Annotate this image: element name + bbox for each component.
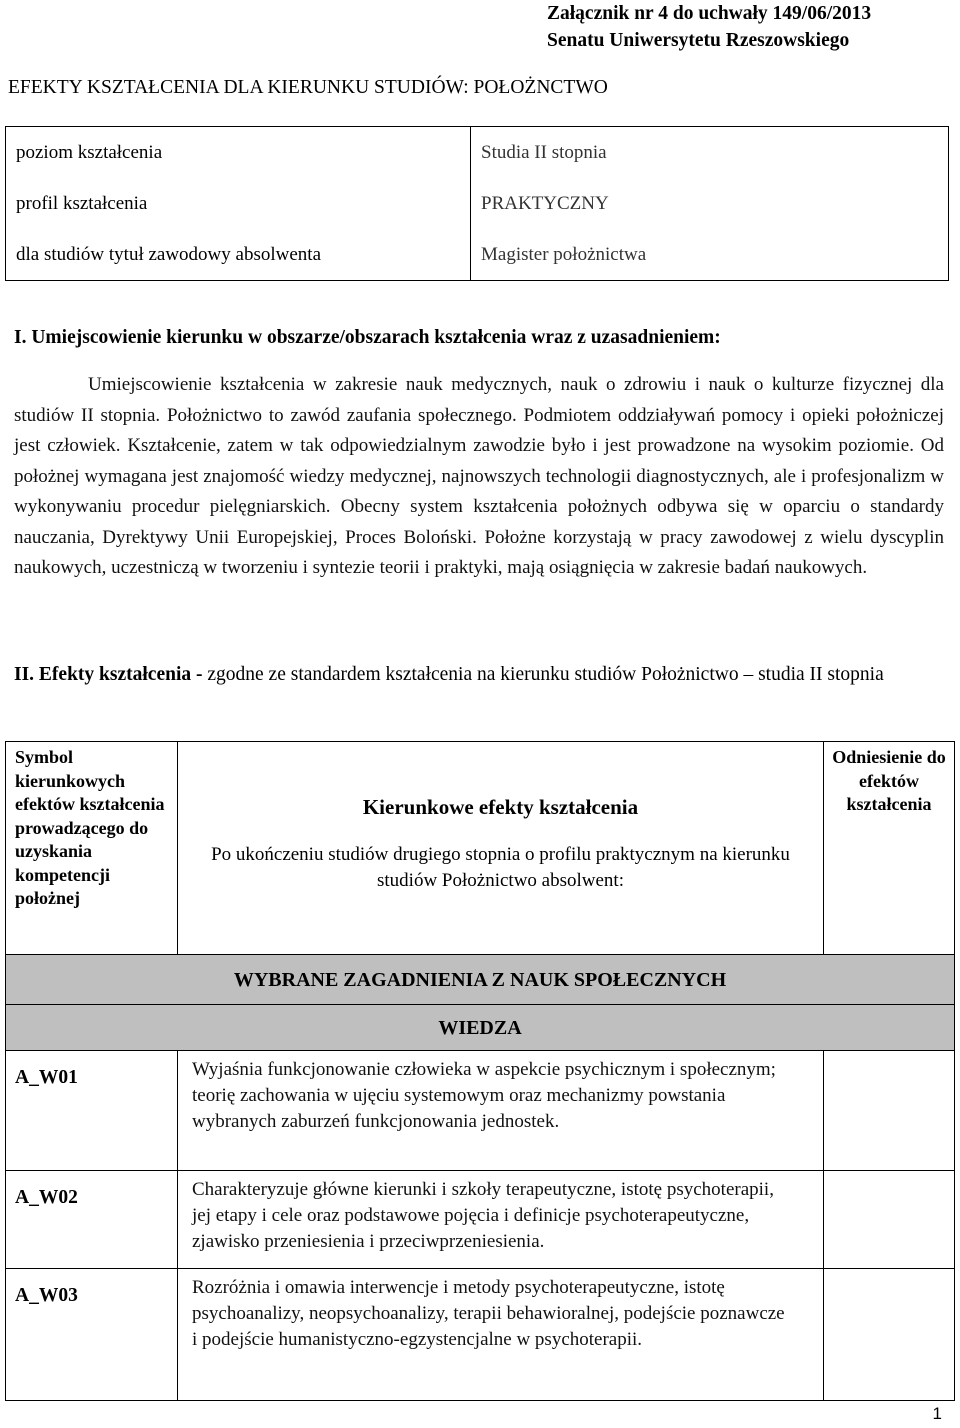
meta-row <box>6 127 949 179</box>
table-row <box>6 1170 954 1268</box>
section-2-prefix: II. Efekty kształcenia - <box>14 664 203 685</box>
subgroup-heading: WIEDZA <box>6 1004 954 1050</box>
header-reference: Odniesienie do efektów kształcenia <box>832 747 946 814</box>
meta-value: PRAKTYCZNY <box>481 193 609 214</box>
meta-value: Magister położnictwa <box>481 244 647 265</box>
annex-note <box>547 0 927 54</box>
section-1-text: Umiejscowienie kształcenia w zakresie nauk medycznych, nauk o zdrowiu i nauk o kulturze fizycznej dla studiów II stopnia. Położnictwo to zawód zaufania społecznego. Podmiotem oddziaływań pomocy i opieki położniczej jest człowiek. Kształcenie, zatem w tak odpowiedzialnym zawodzie było i jest prowadzone na wysokim poziomie. Od położnej wymagana jest znajomość wiedzy medycznej, najnowszych technologii diagnostycznych, ale i profesjonalizm w wykonywaniu procedur pielęgniarskich. Obecny system kształcenia położnych odbywa się w oparciu o standardy nauczania, Dyrektywy Unii Europejskiej, Proces Boloński. Położne korzystają w pracy zawodowej z wielu dyscyplin naukowych, uczestniczą w tworzeniu i syntezie teorii i praktyki, mają osiągnięcia w zakresie badań naukowych. <box>14 374 944 578</box>
outcome-description: Wyjaśnia funkcjonowanie człowieka w aspekcie psychicznym i społecznym; teorię zachowania w ujęciu systemowym oraz mechanizmy powstania wybranych zaburzeń funkcjonowania jednostek. <box>178 1051 824 1170</box>
section-1-paragraph <box>14 370 944 584</box>
outcome-description: Rozróżnia i omawia interwencje i metody psychoterapeutyczne, istotę psychoanalizy, neopsychoanalizy, terapii behawioralnej, podejście poznawcze i podejście humanistyczno-egzystencjalne w psychoterapii. <box>178 1269 824 1401</box>
header-outcomes-title: Kierunkowe efekty kształcenia <box>362 795 639 819</box>
meta-label: profil kształcenia <box>6 178 471 229</box>
section-2-rest: zgodne ze standardem kształcenia na kierunku studiów Położnictwo – studia II stopnia <box>202 664 884 685</box>
meta-value: Studia II stopnia <box>481 142 607 163</box>
table-row <box>6 1268 954 1401</box>
section-1-heading: I. Umiejscowienie kierunku w obszarze/obszarach kształcenia wraz z uzasadnieniem: <box>14 327 721 348</box>
program-meta-table <box>5 126 949 281</box>
outcome-code: A_W03 <box>6 1269 178 1401</box>
meta-row <box>6 229 949 281</box>
section-2-heading <box>14 660 944 691</box>
header-outcomes-subtitle: Po ukończeniu studiów drugiego stopnia o profilu praktycznym na kierunku studiów Położnictwo absolwent: <box>211 844 790 891</box>
annex-line-2: Senatu Uniwersytetu Rzeszowskiego <box>547 30 850 51</box>
meta-row <box>6 178 949 229</box>
table-row <box>6 1050 954 1170</box>
outcome-description: Charakteryzuje główne kierunki i szkoły terapeutyczne, istotę psychoterapii, jej etapy i cele oraz podstawowe pojęcia i definicje psychoterapeutyczne, zjawisko przeniesienia i przeciwprzeniesienia. <box>178 1171 824 1268</box>
document-title: EFEKTY KSZTAŁCENIA DLA KIERUNKU STUDIÓW: POŁOŻNCTWO <box>8 77 608 98</box>
outcome-code: A_W02 <box>6 1171 178 1268</box>
group-heading: WYBRANE ZAGADNIENIA Z NAUK SPOŁECZNYCH <box>6 954 954 1004</box>
header-symbol: Symbol kierunkowych efektów kształcenia prowadzącego do uzyskania kompetencji położnej <box>6 742 178 954</box>
outcome-code: A_W01 <box>6 1051 178 1170</box>
page-number: 1 <box>932 1404 942 1423</box>
header-outcomes <box>178 742 824 954</box>
annex-line-1: Załącznik nr 4 do uchwały 149/06/2013 <box>547 3 872 24</box>
learning-outcomes-table <box>5 741 955 1401</box>
meta-label: poziom kształcenia <box>6 127 471 179</box>
meta-label: dla studiów tytuł zawodowy absolwenta <box>6 229 471 281</box>
